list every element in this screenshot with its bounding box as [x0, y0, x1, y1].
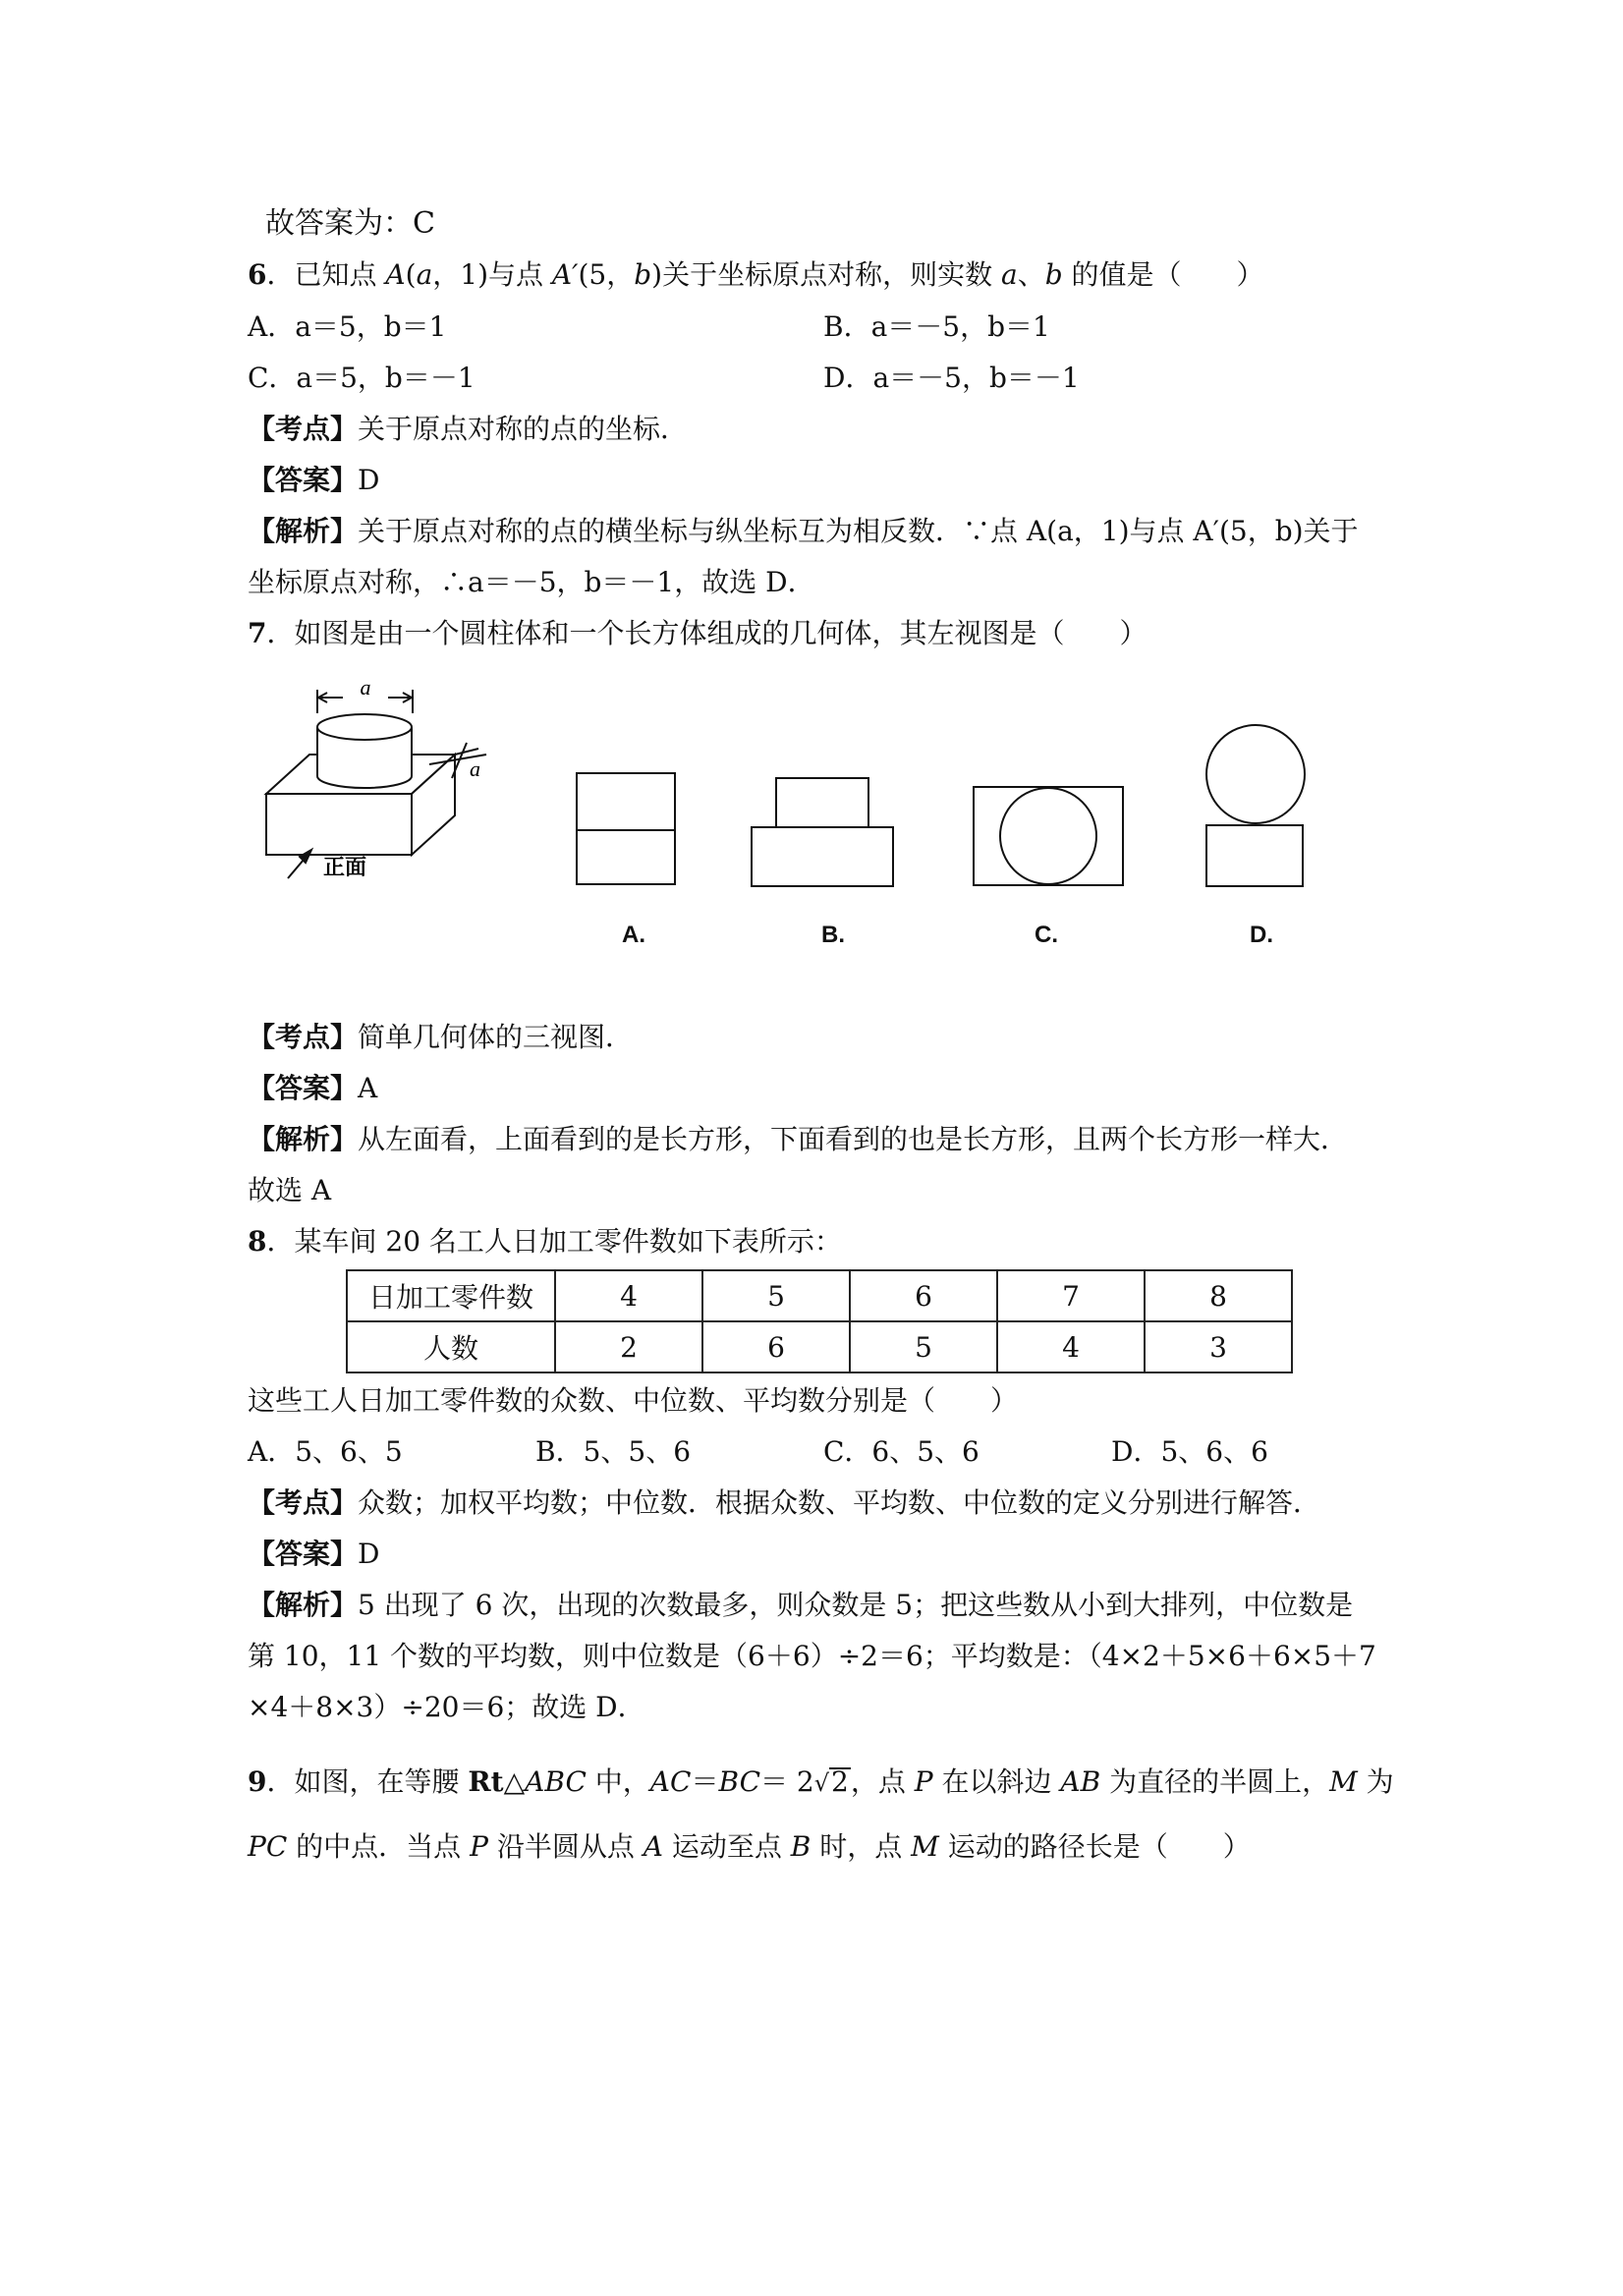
sqrt-radicand: 2 [831, 1765, 849, 1798]
table-cell: 5 [702, 1270, 850, 1321]
q7-stem: 7．如图是由一个圆柱体和一个长方体组成的几何体，其左视图是（ ） [248, 617, 1147, 649]
table-header-cell: 人数 [347, 1321, 555, 1372]
table-cell: 5 [850, 1321, 997, 1372]
option-c-label: C. [1035, 922, 1058, 948]
q8-option-b: B．5、5、6 [535, 1435, 692, 1468]
q8-option-c: C．6、5、6 [823, 1435, 979, 1468]
q7-kaodian: 【考点】简单几何体的三视图． [248, 1021, 634, 1053]
option-b-figure [749, 776, 896, 889]
table-cell: 2 [555, 1321, 702, 1372]
q7-jiexi-line1: 【解析】从左面看，上面看到的是长方形，下面看到的也是长方形，且两个长方形一样大． [248, 1123, 1349, 1155]
depth-label-a: a [470, 756, 480, 781]
q9-stem-line1: 9．如图，在等腰 Rt△ABC 中，AC＝BC＝ 2√2，点 P 在以斜边 AB 为直径的半圆上，M 为 [248, 1765, 1394, 1798]
option-a-label: A. [622, 922, 645, 948]
table-header-cell: 日加工零件数 [347, 1270, 555, 1321]
q8-question: 这些工人日加工零件数的众数、中位数、平均数分别是（ ） [248, 1384, 1019, 1417]
q6-jiexi-line1: 【解析】关于原点对称的点的横坐标与纵坐标互为相反数．∵点 A(a，1)与点 A′(5，b)关于 [248, 515, 1359, 547]
option-c-figure [971, 784, 1126, 889]
dimension-label-a: a [360, 678, 371, 700]
table-cell: 6 [702, 1321, 850, 1372]
q8-jiexi-line3: ×4＋8×3）÷20＝6；故选 D． [248, 1691, 645, 1723]
q7-answer: 【答案】A [248, 1072, 378, 1104]
table-cell: 6 [850, 1270, 997, 1321]
q6-option-a: A．a＝5，b＝1 [248, 310, 447, 343]
q9-stem-line2: PC 的中点．当点 P 沿半圆从点 A 运动至点 B 时，点 M 运动的路径长是（ ） [248, 1830, 1251, 1863]
workers-table [346, 1269, 1293, 1373]
q8-jiexi-line2: 第 10，11 个数的平均数，则中位数是（6＋6）÷2＝6；平均数是：（4×2＋5×6＋6×5＋7 [248, 1640, 1376, 1672]
option-a-figure [575, 771, 678, 889]
option-b-label: B. [821, 922, 845, 948]
q8-answer: 【答案】D [248, 1538, 380, 1570]
q6-option-d: D．a＝－5，b＝－1 [823, 362, 1080, 394]
q8-jiexi-line1: 【解析】5 出现了 6 次，出现的次数最多，则众数是 5；把这些数从小到大排列，中位数是 [248, 1589, 1354, 1621]
q6-answer: 【答案】D [248, 464, 380, 496]
table-row [347, 1321, 1292, 1372]
front-label: 正面 [322, 856, 367, 880]
table-cell: 4 [997, 1321, 1145, 1372]
table-cell: 7 [997, 1270, 1145, 1321]
option-d-label: D. [1250, 922, 1273, 948]
solid-figure [251, 678, 526, 889]
q8-stem: 8．某车间 20 名工人日加工零件数如下表所示： [248, 1225, 842, 1258]
q6-jiexi-line2: 坐标原点对称，∴a＝－5，b＝－1，故选 D． [248, 566, 815, 598]
previous-answer: 故答案为：C [265, 206, 435, 241]
q6-kaodian: 【考点】关于原点对称的点的坐标． [248, 413, 689, 445]
q6-stem: 6．已知点 A(a，1)与点 A′(5，b)关于坐标原点对称，则实数 a、b 的值是（ ） [248, 258, 1264, 291]
table-cell: 8 [1145, 1270, 1292, 1321]
table-row [347, 1270, 1292, 1321]
q8-option-a: A．5、6、5 [248, 1435, 403, 1468]
table-cell: 3 [1145, 1321, 1292, 1372]
q8-option-d: D．5、6、6 [1111, 1435, 1268, 1468]
q7-jiexi-line2: 故选 A [248, 1174, 332, 1206]
q8-kaodian: 【考点】众数；加权平均数；中位数．根据众数、平均数、中位数的定义分别进行解答． [248, 1486, 1321, 1519]
option-d-figure [1203, 722, 1310, 889]
table-cell: 4 [555, 1270, 702, 1321]
q6-option-b: B．a＝－5，b＝1 [823, 310, 1050, 343]
q6-option-c: C．a＝5，b＝－1 [248, 362, 476, 394]
